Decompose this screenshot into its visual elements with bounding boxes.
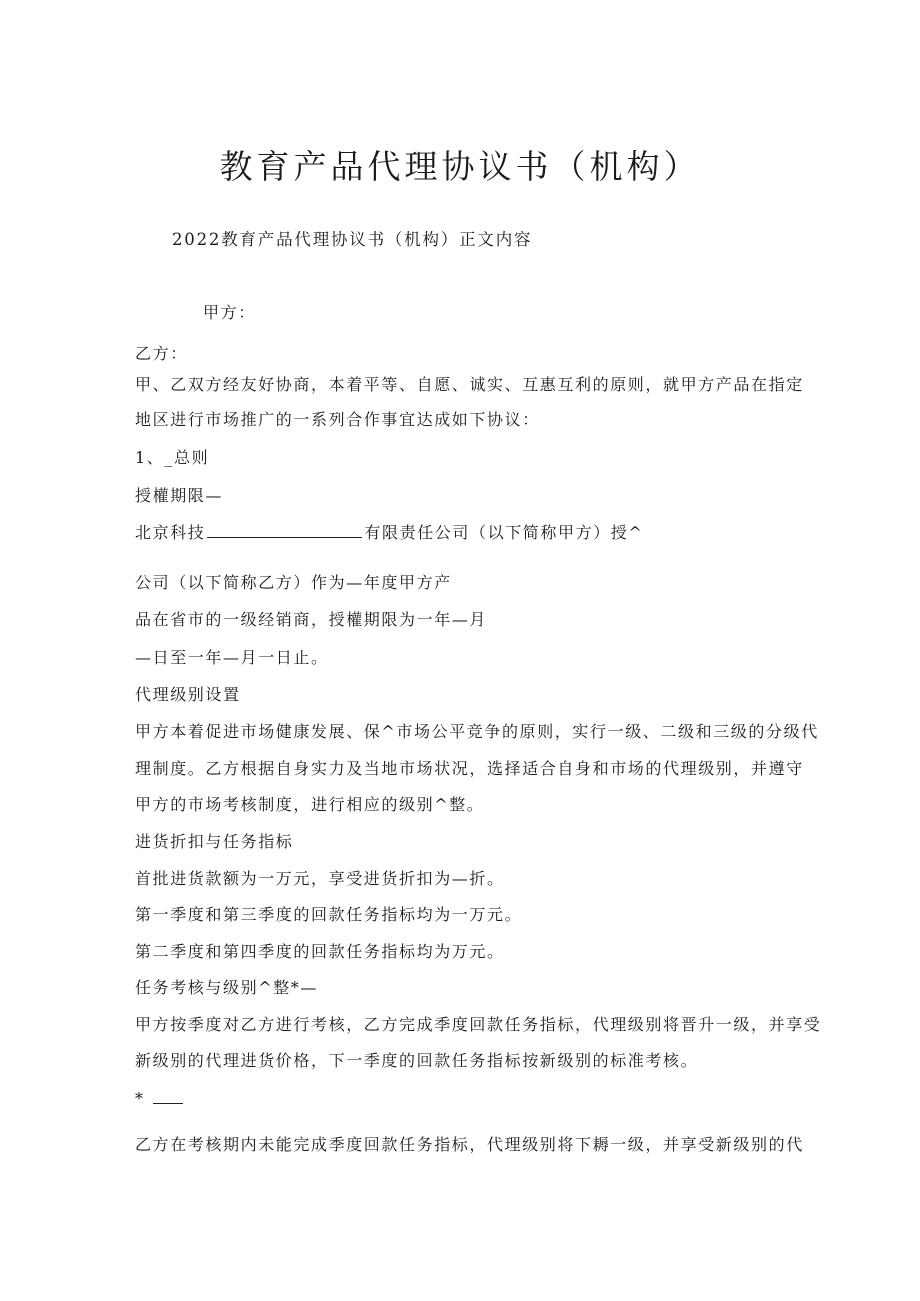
company-name-prefix: 北京科技: [135, 523, 206, 542]
assessment-line-1: 甲方按季度对乙方进行考核，乙方完成季度回款任务指标，代理级别将晋升一级，并享受: [135, 1015, 822, 1034]
authorization-line-2: 公司（以下简称乙方）作为—年度甲方产: [135, 573, 452, 592]
authorization-line-4: —日至一年—月一日止。: [135, 648, 329, 667]
authorization-line-1: [135, 522, 643, 544]
agent-level-line-2: 理制度。乙方根据自身实力及当地市场状况，选择适合自身和市场的代理级别，并遵守: [135, 759, 804, 778]
company-name-blank: [207, 523, 362, 538]
agent-level-line-3: 甲方的市场考核制度，进行相应的级别^整。: [135, 795, 485, 814]
star-rule-line: [135, 1088, 183, 1110]
heading-agent-level: 代理级别设置: [135, 685, 241, 704]
star-mark: *: [135, 1089, 145, 1108]
authorization-line-3: 品在省市的一级经销商，授權期限为一年—月: [135, 610, 488, 629]
section-general-heading: 1、_总则: [135, 448, 210, 467]
party-a-label: 甲方：: [203, 303, 256, 322]
final-line-1: 乙方在考核期内未能完成季度回款任务指标，代理级别将下耨一级，并享受新级别的代: [135, 1135, 804, 1154]
heading-discount-targets: 进货折扣与任务指标: [135, 832, 294, 851]
document-subtitle: 2022教育产品代理协议书（机构）正文内容: [172, 230, 533, 249]
heading-assessment: 任务考核与级别^整*—: [135, 978, 319, 997]
agent-level-line-1: 甲方本着促进市场健康发展、保^市场公平竞争的原则，实行一级、二级和三级的分级代: [135, 722, 819, 741]
intro-line-1: 甲、乙双方经友好协商，本着平等、自愿、诚实、互惠互利的原则，就甲方产品在指定: [135, 375, 804, 394]
company-name-suffix: 有限责任公司（以下简称甲方）授^: [364, 523, 644, 542]
heading-authorization-term: 授權期限—: [135, 486, 224, 505]
assessment-line-2: 新级别的代理进货价格，下一季度的回款任务指标按新级别的标准考核。: [135, 1051, 699, 1070]
intro-line-2: 地区进行市场推广的一系列合作事宜达成如下协议：: [135, 410, 540, 429]
discount-line-2: 第一季度和第三季度的回款任务指标均为一万元。: [135, 905, 523, 924]
document-title: 教育产品代理协议书（机构）: [219, 147, 701, 186]
party-b-label: 乙方：: [135, 344, 188, 363]
discount-line-1: 首批进货款额为一万元，享受进货折扣为—折。: [135, 869, 505, 888]
discount-line-3: 第二季度和第四季度的回款任务指标均为万元。: [135, 942, 505, 961]
short-rule: [153, 1091, 183, 1104]
